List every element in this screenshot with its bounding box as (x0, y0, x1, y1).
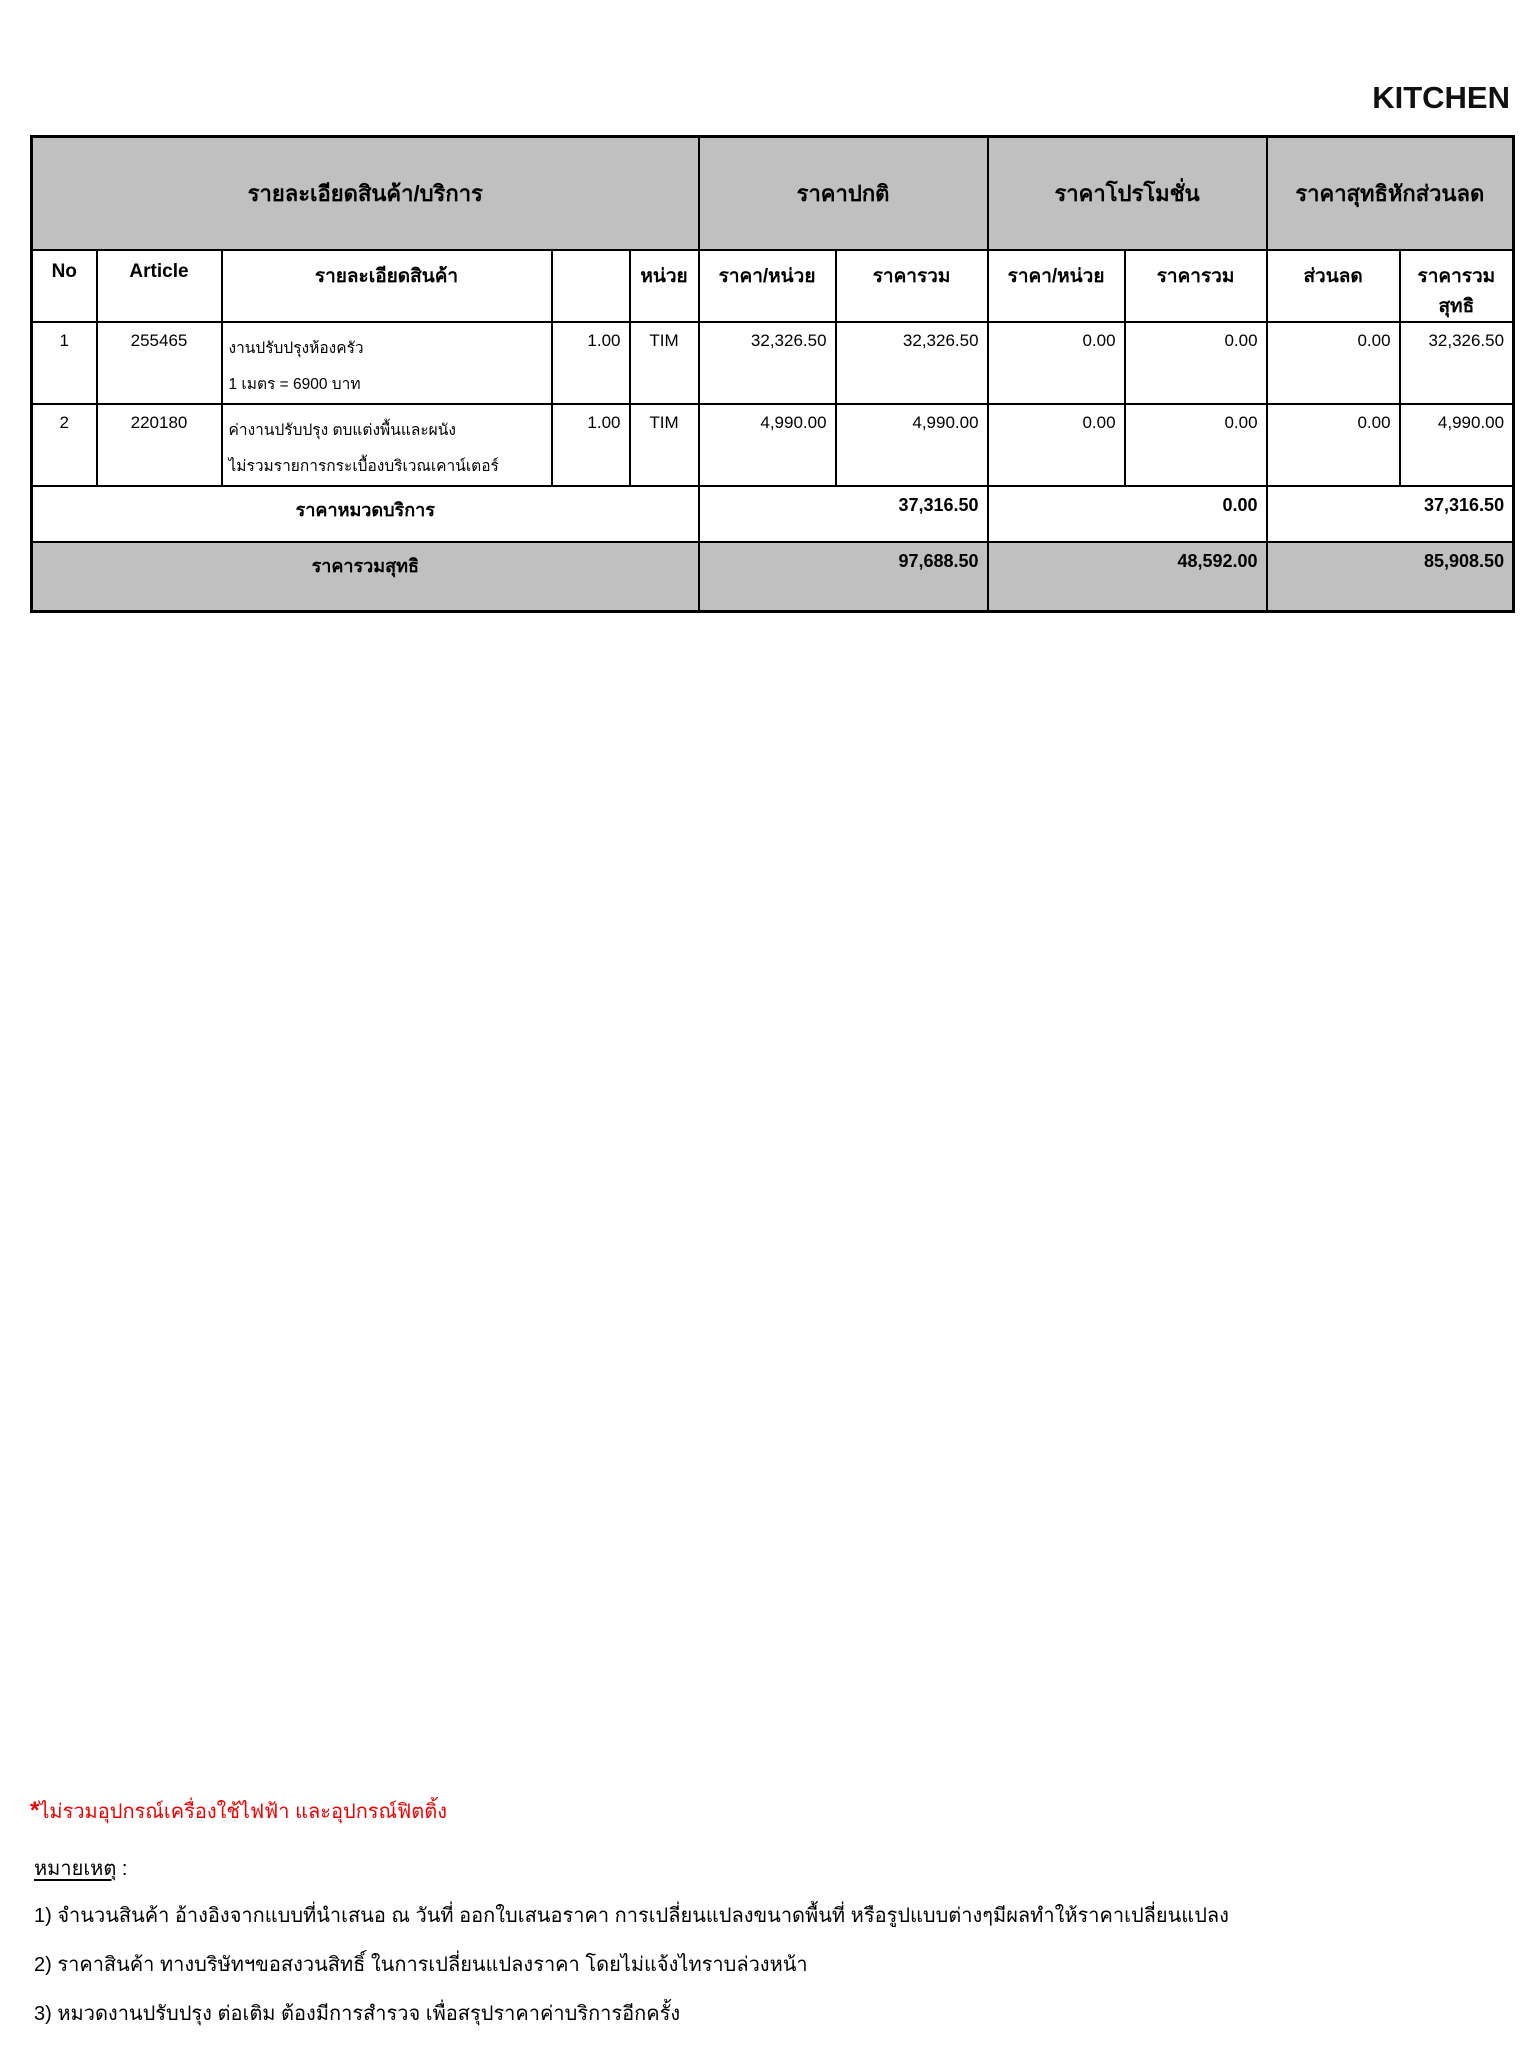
cell-qty: 1.00 (552, 322, 630, 404)
group-header-promo-price: ราคาโปรโมชั่น (988, 137, 1267, 250)
col-header-discount: ส่วนลด (1267, 250, 1400, 322)
cell-normal-price-unit: 4,990.00 (699, 404, 836, 486)
note-line-2: 2) ราคาสินค้า ทางบริษัทฯขอสงวนสิทธิ์ ในการเปลี่ยนแปลงราคา โดยไม่แจ้งไทราบล่วงหน้า (34, 1954, 808, 1976)
exclusion-note (30, 1795, 447, 1827)
description-line-2: 1 เมตร = 6900 บาท (228, 375, 361, 393)
group-header-row (32, 137, 1514, 250)
cell-description (222, 322, 552, 404)
grand-total-label: ราคารวมสุทธิ (32, 542, 699, 612)
cell-promo-total: 0.00 (1125, 404, 1267, 486)
col-header-article: Article (97, 250, 222, 322)
col-header-promo-total: ราคารวม (1125, 250, 1267, 322)
group-header-details: รายละเอียดสินค้า/บริการ (32, 137, 699, 250)
remarks-colon: : (116, 1858, 128, 1880)
grand-total-promo-total: 48,592.00 (988, 542, 1267, 612)
remarks-word: หมายเหตุ (34, 1858, 117, 1880)
exclusion-note-text: ไม่รวมอุปกรณ์เครื่องใช้ไฟฟ้า และอุปกรณ์ฟิตติ้ง (39, 1801, 447, 1823)
cell-promo-price-unit: 0.00 (988, 322, 1125, 404)
table-row (32, 322, 1514, 404)
cell-unit: TIM (630, 404, 699, 486)
cell-promo-price-unit: 0.00 (988, 404, 1125, 486)
cell-promo-total: 0.00 (1125, 322, 1267, 404)
grand-total-normal-total: 97,688.50 (699, 542, 988, 612)
service-subtotal-label: ราคาหมวดบริการ (32, 486, 699, 542)
service-subtotal-net-total: 37,316.50 (1267, 486, 1514, 542)
asterisk-mark: * (30, 1797, 40, 1824)
cell-net-total: 4,990.00 (1400, 404, 1514, 486)
cell-qty: 1.00 (552, 404, 630, 486)
cell-description (222, 404, 552, 486)
table-row (32, 404, 1514, 486)
group-header-normal-price: ราคาปกติ (699, 137, 988, 250)
service-subtotal-normal-total: 37,316.50 (699, 486, 988, 542)
description-line-1: งานปรับปรุงห้องครัว (228, 339, 364, 357)
page-title: KITCHEN (1372, 80, 1510, 115)
col-header-normal-total: ราคารวม (836, 250, 988, 322)
cell-net-total: 32,326.50 (1400, 322, 1514, 404)
cell-discount: 0.00 (1267, 404, 1400, 486)
cell-normal-price-unit: 32,326.50 (699, 322, 836, 404)
cell-article: 255465 (97, 322, 222, 404)
cell-discount: 0.00 (1267, 322, 1400, 404)
col-header-qty (552, 250, 630, 322)
remarks-notes (34, 1892, 1229, 2039)
cell-normal-total: 4,990.00 (836, 404, 988, 486)
col-header-description: รายละเอียดสินค้า (222, 250, 552, 322)
cell-no: 1 (32, 322, 97, 404)
col-header-no: No (32, 250, 97, 322)
col-header-net-total: ราคารวมสุทธิ (1400, 250, 1514, 322)
description-line-2: ไม่รวมรายการกระเบื้องบริเวณเคาน์เตอร์ (228, 457, 499, 475)
grand-total-net-total: 85,908.50 (1267, 542, 1514, 612)
note-line-3: 3) หมวดงานปรับปรุง ต่อเติม ต้องมีการสำรวจ เพื่อสรุปราคาค่าบริการอีกครั้ง (34, 2003, 681, 2025)
cell-no: 2 (32, 404, 97, 486)
remarks-heading (34, 1852, 127, 1884)
column-header-row (32, 250, 1514, 322)
service-subtotal-promo-total: 0.00 (988, 486, 1267, 542)
cell-unit: TIM (630, 322, 699, 404)
grand-total-row (32, 542, 1514, 612)
note-line-1: 1) จำนวนสินค้า อ้างอิงจากแบบที่นำเสนอ ณ วันที่ ออกใบเสนอราคา การเปลี่ยนแปลงขนาดพื้นที่ หรือรูปแบบต่างๆมีผลทำให้ราคาเปลี่ยนแปลง (34, 1905, 1229, 1927)
description-line-1: ค่างานปรับปรุง ตบแต่งพื้นและผนัง (228, 421, 456, 439)
service-subtotal-row (32, 486, 1514, 542)
col-header-unit: หน่วย (630, 250, 699, 322)
col-header-normal-price-unit: ราคา/หน่วย (699, 250, 836, 322)
cell-article: 220180 (97, 404, 222, 486)
group-header-net-after-discount: ราคาสุทธิหักส่วนลด (1267, 137, 1514, 250)
quotation-table (30, 135, 1515, 613)
cell-normal-total: 32,326.50 (836, 322, 988, 404)
col-header-promo-price-unit: ราคา/หน่วย (988, 250, 1125, 322)
